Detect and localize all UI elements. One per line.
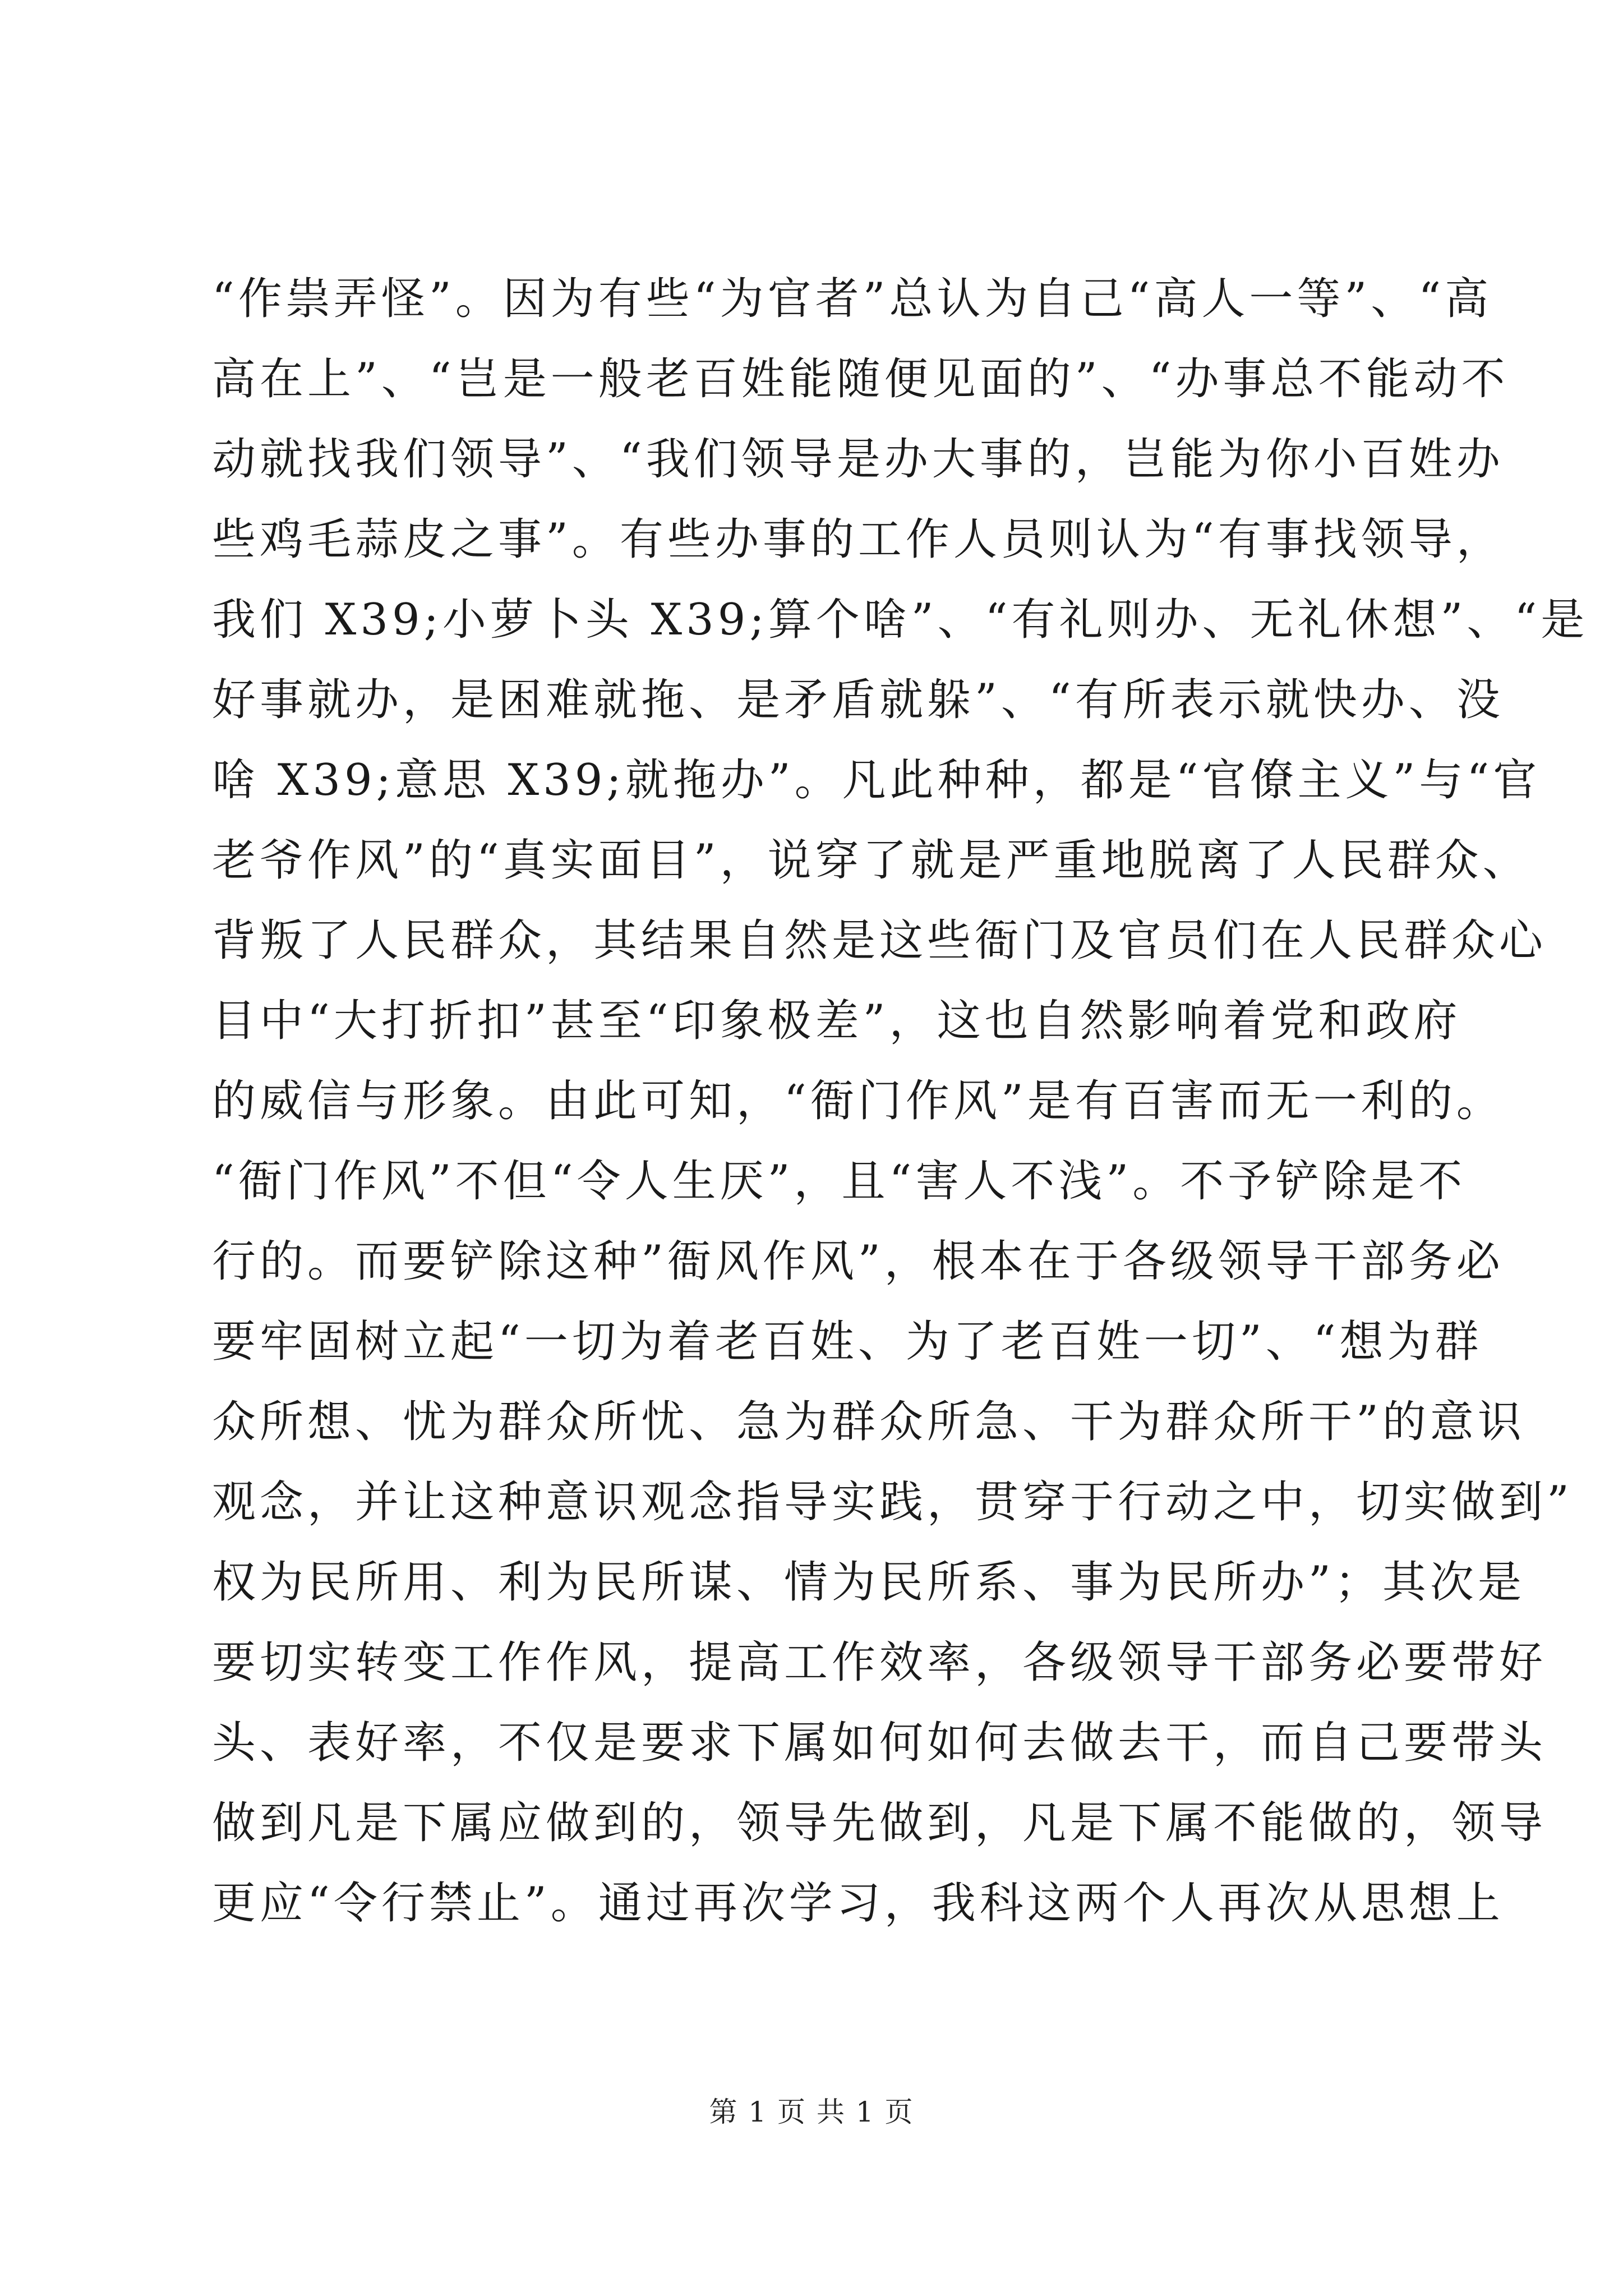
body-text (212, 259, 1589, 1944)
text-line: 我们 X39;小萝卜头 X39;算个啥”、“有礼则办、无礼休想”、“是 (212, 595, 1589, 645)
text-line: 目中“大打折扣”甚至“印象极差”，这也自然影响着党和政府 (212, 996, 1461, 1046)
text-line: 好事就办，是困难就拖、是矛盾就躲”、“有所表示就快办、没 (212, 675, 1504, 725)
text-line: 些鸡毛蒜皮之事”。有些办事的工作人员则认为“有事找领导， (212, 514, 1504, 565)
text-line: 头、表好率，不仅是要求下属如何如何去做去干，而自己要带头 (212, 1718, 1547, 1768)
text-line: 高在上”、“岂是一般老百姓能随便见面的”、“办事总不能动不 (212, 354, 1509, 404)
text-line: 要牢固树立起“一切为着老百姓、为了老百姓一切”、“想为群 (212, 1317, 1483, 1367)
page-number-label: 第 1 页 共 1 页 (709, 2096, 914, 2128)
text-line: 权为民所用、利为民所谋、情为民所系、事为民所办”；其次是 (212, 1557, 1525, 1608)
text-line: 要切实转变工作作风，提高工作效率，各级领导干部务必要带好 (212, 1637, 1547, 1688)
text-line: “衙门作风”不但“令人生厌”，且“害人不浅”。不予铲除是不 (212, 1156, 1467, 1207)
text-line: 更应“令行禁止”。通过再次学习，我科这两个人再次从思想上 (212, 1878, 1504, 1929)
text-line: 行的。而要铲除这种”衙风作风”，根本在于各级领导干部务必 (212, 1236, 1504, 1287)
text-line: 动就找我们领导”、“我们领导是办大事的，岂能为你小百姓办 (212, 434, 1504, 485)
text-line: 做到凡是下属应做到的，领导先做到，凡是下属不能做的，领导 (212, 1798, 1547, 1848)
text-line: 啥 X39;意思 X39;就拖办”。凡此种种，都是“官僚主义”与“官 (212, 755, 1541, 806)
text-line: “作祟弄怪”。因为有些“为官者”总认为自己“高人一等”、“高 (212, 274, 1493, 324)
text-line: 的威信与形象。由此可知，“衙门作风”是有百害而无一利的。 (212, 1076, 1504, 1126)
page-footer (0, 2092, 1623, 2132)
text-line: 老爷作风”的“真实面目”，说穿了就是严重地脱离了人民群众、 (212, 835, 1530, 886)
text-line: 背叛了人民群众，其结果自然是这些衙门及官员们在人民群众心 (212, 915, 1547, 966)
text-line: 观念，并让这种意识观念指导实践，贯穿于行动之中，切实做到” (212, 1477, 1573, 1527)
text-line: 众所想、忧为群众所忧、急为群众所急、干为群众所干”的意识 (212, 1397, 1525, 1447)
